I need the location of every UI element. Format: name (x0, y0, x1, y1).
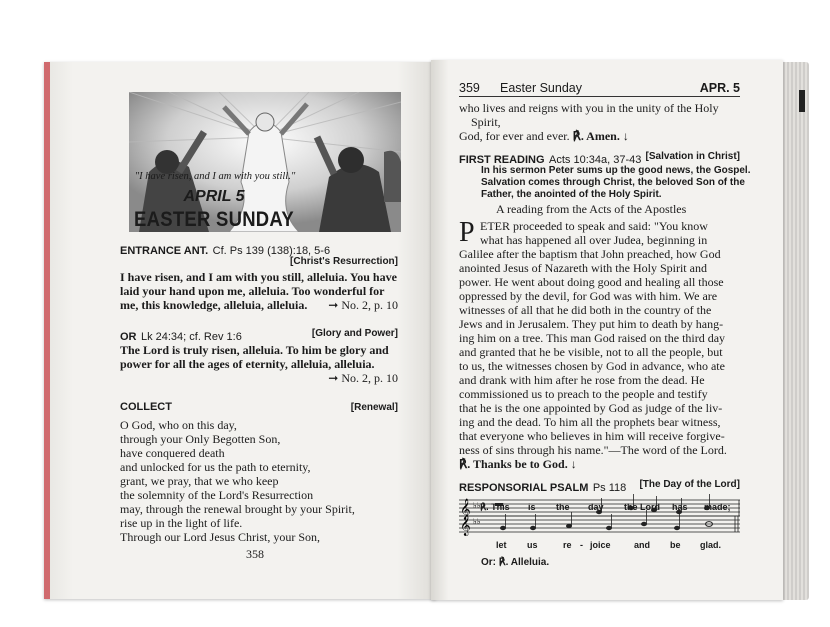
lyric-1-5: the Lord (624, 502, 660, 512)
running-head-page-number: 359 (459, 81, 480, 95)
reading-line-2: what has happened all over Judea, beginning in (480, 233, 708, 247)
page-edges (783, 62, 809, 600)
psalm-tag: [The Day of the Lord] (639, 479, 740, 490)
or-label: OR (120, 331, 137, 343)
reading-line-17: ness of sins through his name."—The word of the Lord. (459, 443, 727, 457)
lyric-2-6: and (634, 540, 651, 550)
entrance-line-1: I have risen, and I am with you still, alleluia. You have (120, 270, 397, 284)
closing-line-2: Spirit, (471, 115, 501, 129)
lyric-1-2: is (528, 502, 536, 512)
or-crossref: ➞ No. 2, p. 10 (328, 371, 398, 385)
lyric-2-4: - (580, 540, 583, 550)
reading-line-13: commissioned us to preach to the people and testify (459, 387, 708, 401)
or-ref: Lk 24:34; cf. Rev 1:6 (140, 331, 242, 343)
psalm-label: RESPONSORIAL PSALM (459, 482, 589, 494)
collect-line-7: may, through the renewal brought by your Spirit, (120, 502, 355, 516)
feast-title: EASTER SUNDAY (134, 208, 294, 231)
reading-source-heading: A reading from the Acts of the Apostles (496, 202, 687, 216)
lyric-1-7: made; (704, 502, 731, 512)
reading-dropcap: P (459, 217, 475, 248)
running-head-date: APR. 5 (699, 81, 740, 95)
thanks-response: ℟. Thanks be to God. ↓ (459, 457, 577, 471)
entrance-line-2: laid your hand upon me, alleluia. Too wonderful for (120, 284, 385, 298)
svg-text:𝄞: 𝄞 (460, 499, 471, 520)
entrance-label: ENTRANCE ANT. (120, 245, 209, 257)
amen-response: ℟. Amen. ↓ (572, 129, 629, 143)
music-staff-2 (459, 510, 740, 538)
intro-line-3: Father, the anointed of the Holy Spirit. (481, 189, 662, 200)
lyric-2-8: glad. (700, 540, 722, 550)
first-reading-label: FIRST READING (459, 154, 545, 166)
lyric-2-5: joice (590, 540, 611, 550)
reading-line-16: that everyone who believes in him will receive forgive- (459, 429, 725, 443)
lyric-1-6: has (672, 502, 688, 512)
collect-line-9: Through our Lord Jesus Christ, your Son, (120, 530, 320, 544)
psalm-ref: Ps 118 (592, 482, 627, 494)
closing-line-1: who lives and reigns with you in the unity of the Holy (459, 101, 719, 115)
reading-line-11: to us, the witnesses chosen by God in advance, who ate (459, 359, 725, 373)
left-page-number: 358 (246, 547, 264, 561)
reading-line-3: Galilee after the baptism that John preached, how God (459, 247, 721, 261)
collect-tag: [Renewal] (350, 402, 398, 413)
reading-line-12: and drank with him after he rose from the dead. He (459, 373, 705, 387)
reading-line-15: ing and the dead. To him all the prophets bear witness, (459, 415, 721, 429)
reading-line-14: that he is the one appointed by God as judge of the liv- (459, 401, 723, 415)
collect-line-6: the solemnity of the Lord's Resurrection (120, 488, 314, 502)
intro-line-2: Salvation comes through Christ, the beloved Son of the (481, 177, 745, 188)
lyric-2-2: us (527, 540, 538, 550)
svg-text:♭♭: ♭♭ (473, 501, 481, 510)
ribbon-tab (799, 90, 805, 112)
lyric-1-3: the (556, 502, 570, 512)
reading-line-7: witnesses of all that he did both in the country of the (459, 303, 712, 317)
collect-line-1: O God, who on this day, (120, 418, 237, 432)
first-reading-ref: Acts 10:34a, 37-43 (549, 154, 642, 166)
psalm-alternative: Or: ℟. Alleluia. (481, 557, 550, 568)
reading-line-1: ETER proceeded to speak and said: "You know (480, 219, 708, 233)
entrance-crossref: ➞ No. 2, p. 10 (328, 298, 398, 312)
lyric-2-3: re (563, 540, 572, 550)
or-tag: [Glory and Power] (311, 328, 398, 339)
collect-line-5: grant, we pray, that we who keep (120, 474, 279, 488)
closing-line-3-text: God, for ever and ever. (459, 129, 570, 143)
collect-label: COLLECT (120, 401, 172, 413)
reading-line-8: Jews and in Jerusalem. They put him to death by hang- (459, 317, 724, 331)
lyric-2-1: let (496, 540, 507, 550)
running-head-rule (459, 96, 740, 97)
collect-line-2: through your Only Begotten Son, (120, 432, 281, 446)
or-line-1: The Lord is truly risen, alleluia. To him be glory and (120, 343, 389, 357)
lyric-2-7: be (670, 540, 681, 550)
running-head-title: Easter Sunday (500, 81, 582, 95)
entrance-line-3: me, this knowledge, alleluia, alleluia. (120, 298, 308, 312)
or-line-2: power for all the ages of eternity, alleluia, alleluia. (120, 357, 375, 371)
reading-line-5: power. He went about doing good and healing all those (459, 275, 724, 289)
entrance-tag: [Christ's Resurrection] (290, 256, 398, 267)
lyric-1-1: ℟. This (480, 502, 510, 512)
collect-line-3: have conquered death (120, 446, 225, 460)
svg-text:♭♭: ♭♭ (473, 517, 481, 526)
closing-line-3 (459, 129, 629, 144)
first-reading-tag: [Salvation in Christ] (645, 151, 740, 162)
liturgical-date: APRIL 5 (183, 188, 245, 205)
reading-line-9: ing him on a tree. This man God raised on the third day (459, 331, 726, 345)
entrance-ref: Cf. Ps 139 (138):18, 5-6 (212, 245, 331, 257)
reading-line-4: anointed Jesus of Nazareth with the Holy Spirit and (459, 261, 707, 275)
reading-line-10: and granted that he be visible, not to all the people, but (459, 345, 723, 359)
collect-line-8: rise up in the light of life. (120, 516, 243, 530)
illustration-caption: "I have risen, and I am with you still." (134, 171, 296, 182)
lyric-1-4: day (588, 502, 604, 512)
collect-line-4: and unlocked for us the path to eternity, (120, 460, 311, 474)
intro-line-1: In his sermon Peter sums up the good news, the Gospel. (481, 165, 751, 176)
svg-text:𝄞: 𝄞 (460, 515, 471, 536)
reading-line-6: oppressed by the devil, for God was with him. We are (459, 289, 718, 303)
